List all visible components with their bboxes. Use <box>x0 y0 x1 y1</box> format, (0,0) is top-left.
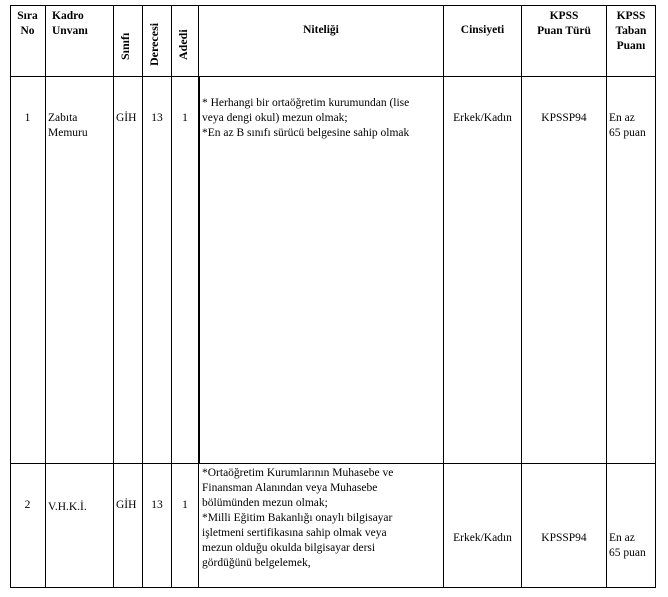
cell-kpss-puan-turu: KPSSP94 <box>541 112 587 124</box>
cell-kpss-puan-turu: KPSSP94 <box>541 532 587 544</box>
header-derecesi: Derecesi <box>147 22 161 66</box>
header-kadro-unvani: Kadro Unvanı <box>52 10 88 37</box>
header-sinifi: Sınıfı <box>118 32 132 60</box>
cell-kadro-unvani: V.H.K.İ. <box>48 501 87 513</box>
cell-adedi: 1 <box>182 499 188 511</box>
cell-adedi: 1 <box>182 112 188 124</box>
cell-niteligi: *Ortaöğretim Kurumlarının Muhasebe ve Finansman Alanından veya Muhasebe bölümünden mezun olmak; *Milli Eğitim Bakanlığı onaylı bilgisayar işletmeni sertifikasına sahip olmak veya mezun olduğu okulda bilgisayar dersi gördüğünü belgelemek, <box>202 467 394 569</box>
header-kpss-puan-turu: KPSS Puan Türü <box>537 10 591 37</box>
header-niteligi: Niteliği <box>303 24 339 36</box>
cell-sinifi: GİH <box>116 112 137 124</box>
cell-derecesi: 13 <box>151 112 163 124</box>
cell-sira-no: 1 <box>24 112 31 124</box>
cell-cinsiyeti: Erkek/Kadın <box>453 112 512 124</box>
cell-kadro-unvani: Zabıta Memuru <box>48 112 88 139</box>
header-sira-no: Sıra No <box>17 10 38 37</box>
cell-niteligi: * Herhangi bir ortaöğretim kurumundan (lise veya dengi okul) mezun olmak; *En az B sınıfı sürücü belgesine sahip olmak <box>202 97 410 139</box>
header-cinsiyeti: Cinsiyeti <box>460 24 505 36</box>
header-kpss-taban-puani: KPSS Taban Puanı <box>615 10 647 52</box>
cell-sinifi: GİH <box>116 499 137 511</box>
cell-cinsiyeti: Erkek/Kadın <box>453 532 512 544</box>
header-adedi: Adedi <box>176 29 190 60</box>
cell-sira-no: 2 <box>24 499 31 511</box>
cell-derecesi: 13 <box>151 499 163 511</box>
cell-kpss-taban-puani: En az 65 puan <box>609 532 646 559</box>
cell-kpss-taban-puani: En az 65 puan <box>609 112 646 139</box>
